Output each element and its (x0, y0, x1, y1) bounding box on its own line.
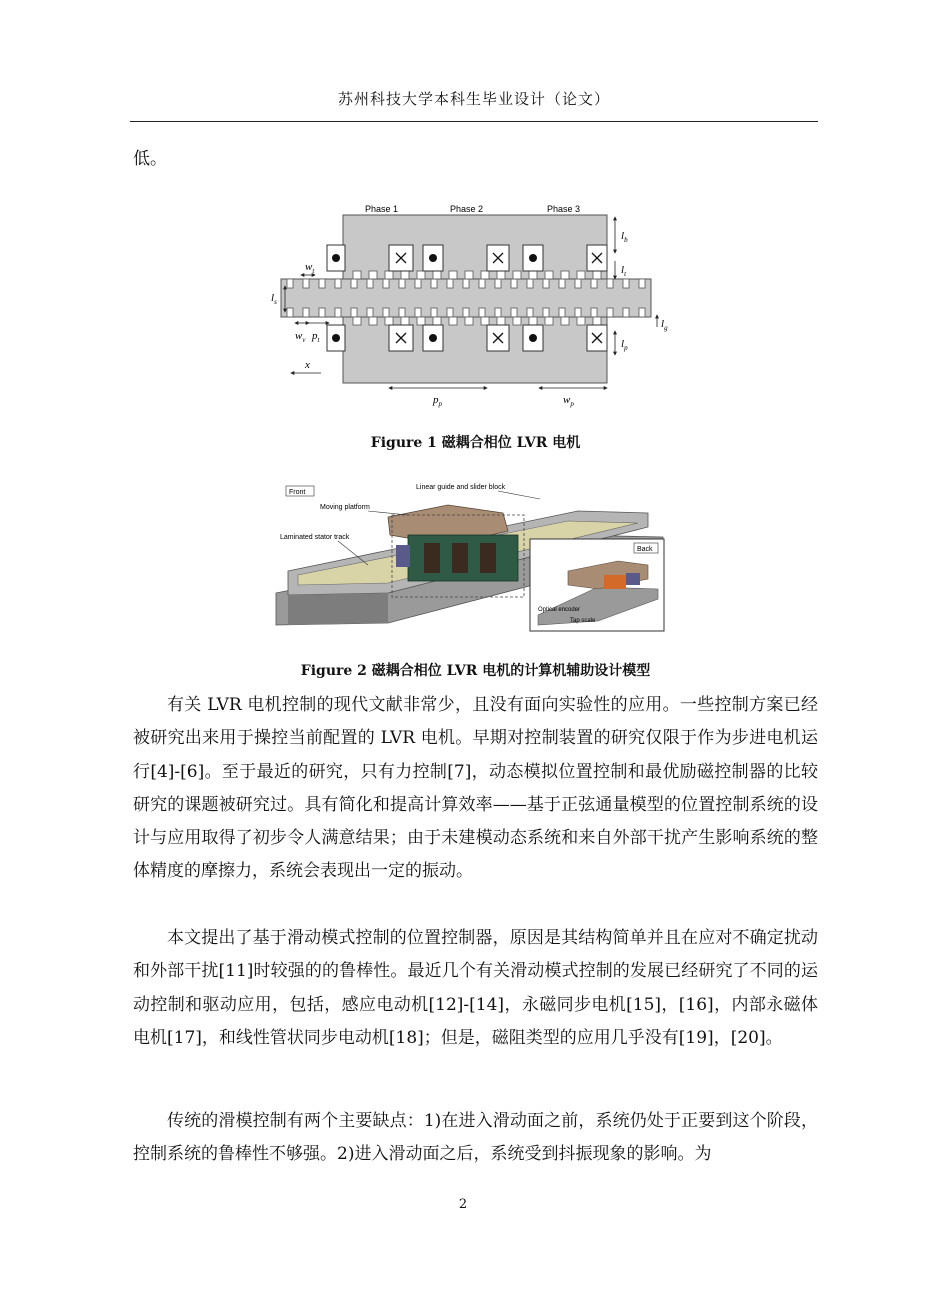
label-linear-guide: Linear guide and slider block (416, 484, 506, 491)
paragraph-1: 有关 LVR 电机控制的现代文献非常少，且没有面向实验性的应用。一些控制方案已经被研究出来用于操控当前配置的 LVR 电机。早期对控制装置的研究仅限于作为步进电机运行[4]-[6]。至于最近的研究，只有力控制[7]，动态模拟位置控制和最优励磁控制器的比较研究的课题被研究过。具有简化和提高计算效率——基于正弦通量模型的位置控制系统的设计与应用取得了初步令人满意结果；由于未建模动态系统和来自外部干扰产生影响系统的整体精度的摩擦力，系统会表现出一定的振动。 (133, 695, 818, 882)
label-back: Back (637, 546, 653, 553)
dim-lb: $l_b$ (621, 230, 628, 244)
dim-lg: $l_g$ (661, 318, 668, 332)
phase-1-label: Phase 1 (365, 204, 399, 214)
dim-lt: $l_t$ (621, 264, 627, 278)
dim-pp: $p_p$ (433, 394, 442, 408)
dim-wv: $w_v$ (295, 330, 306, 344)
dim-ls: $l_s$ (271, 292, 277, 306)
figure-2-caption: Figure 2 磁耦合相位 LVR 电机的计算机辅助设计模型 (300, 663, 651, 679)
phase-2-label: Phase 2 (450, 204, 484, 214)
dim-x: x (305, 359, 310, 371)
label-front: Front (289, 489, 306, 496)
dim-pt: $p_t$ (312, 330, 320, 344)
figure-1-caption: Figure 1 磁耦合相位 LVR 电机 (370, 435, 581, 451)
phase-3-label: Phase 3 (547, 204, 581, 214)
label-laminated-stator: Laminated stator track (280, 534, 350, 541)
figure-2-cad-model (268, 475, 668, 635)
paragraph-3: 传统的滑模控制有两个主要缺点：1)在进入滑动面之前，系统仍处于正要到这个阶段，控制系统的鲁棒性不够强。2)进入滑动面之后，系统受到抖振现象的影响。为 (133, 1111, 818, 1165)
paragraph-fragment: 低。 (133, 149, 167, 169)
header-rule (130, 121, 818, 122)
figure-1-motor-diagram (265, 197, 685, 412)
running-header: 苏州科技大学本科生毕业设计（论文） (337, 90, 610, 108)
dim-wt: $w_t$ (305, 261, 315, 275)
dim-wp: $w_p$ (563, 394, 574, 408)
page-number: 2 (458, 1197, 468, 1212)
label-tap-scale: Tap scale (570, 618, 596, 624)
label-moving-platform: Moving platform (320, 504, 370, 511)
paragraph-2: 本文提出了基于滑动模式控制的位置控制器，原因是其结构简单并且在应对不确定扰动和外部干扰[11]时较强的的鲁棒性。最近几个有关滑动模式控制的发展已经研究了不同的运动控制和驱动应用，包括，感应电动机[12]-[14]，永磁同步电机[15]，[16]，内部永磁体电机[17]，和线性管状同步电动机[18]；但是，磁阻类型的应用几乎没有[19]，[20]。 (133, 928, 818, 1048)
dim-lp: $l_p$ (621, 338, 628, 352)
label-optical-encoder: Optical encoder (538, 607, 581, 613)
